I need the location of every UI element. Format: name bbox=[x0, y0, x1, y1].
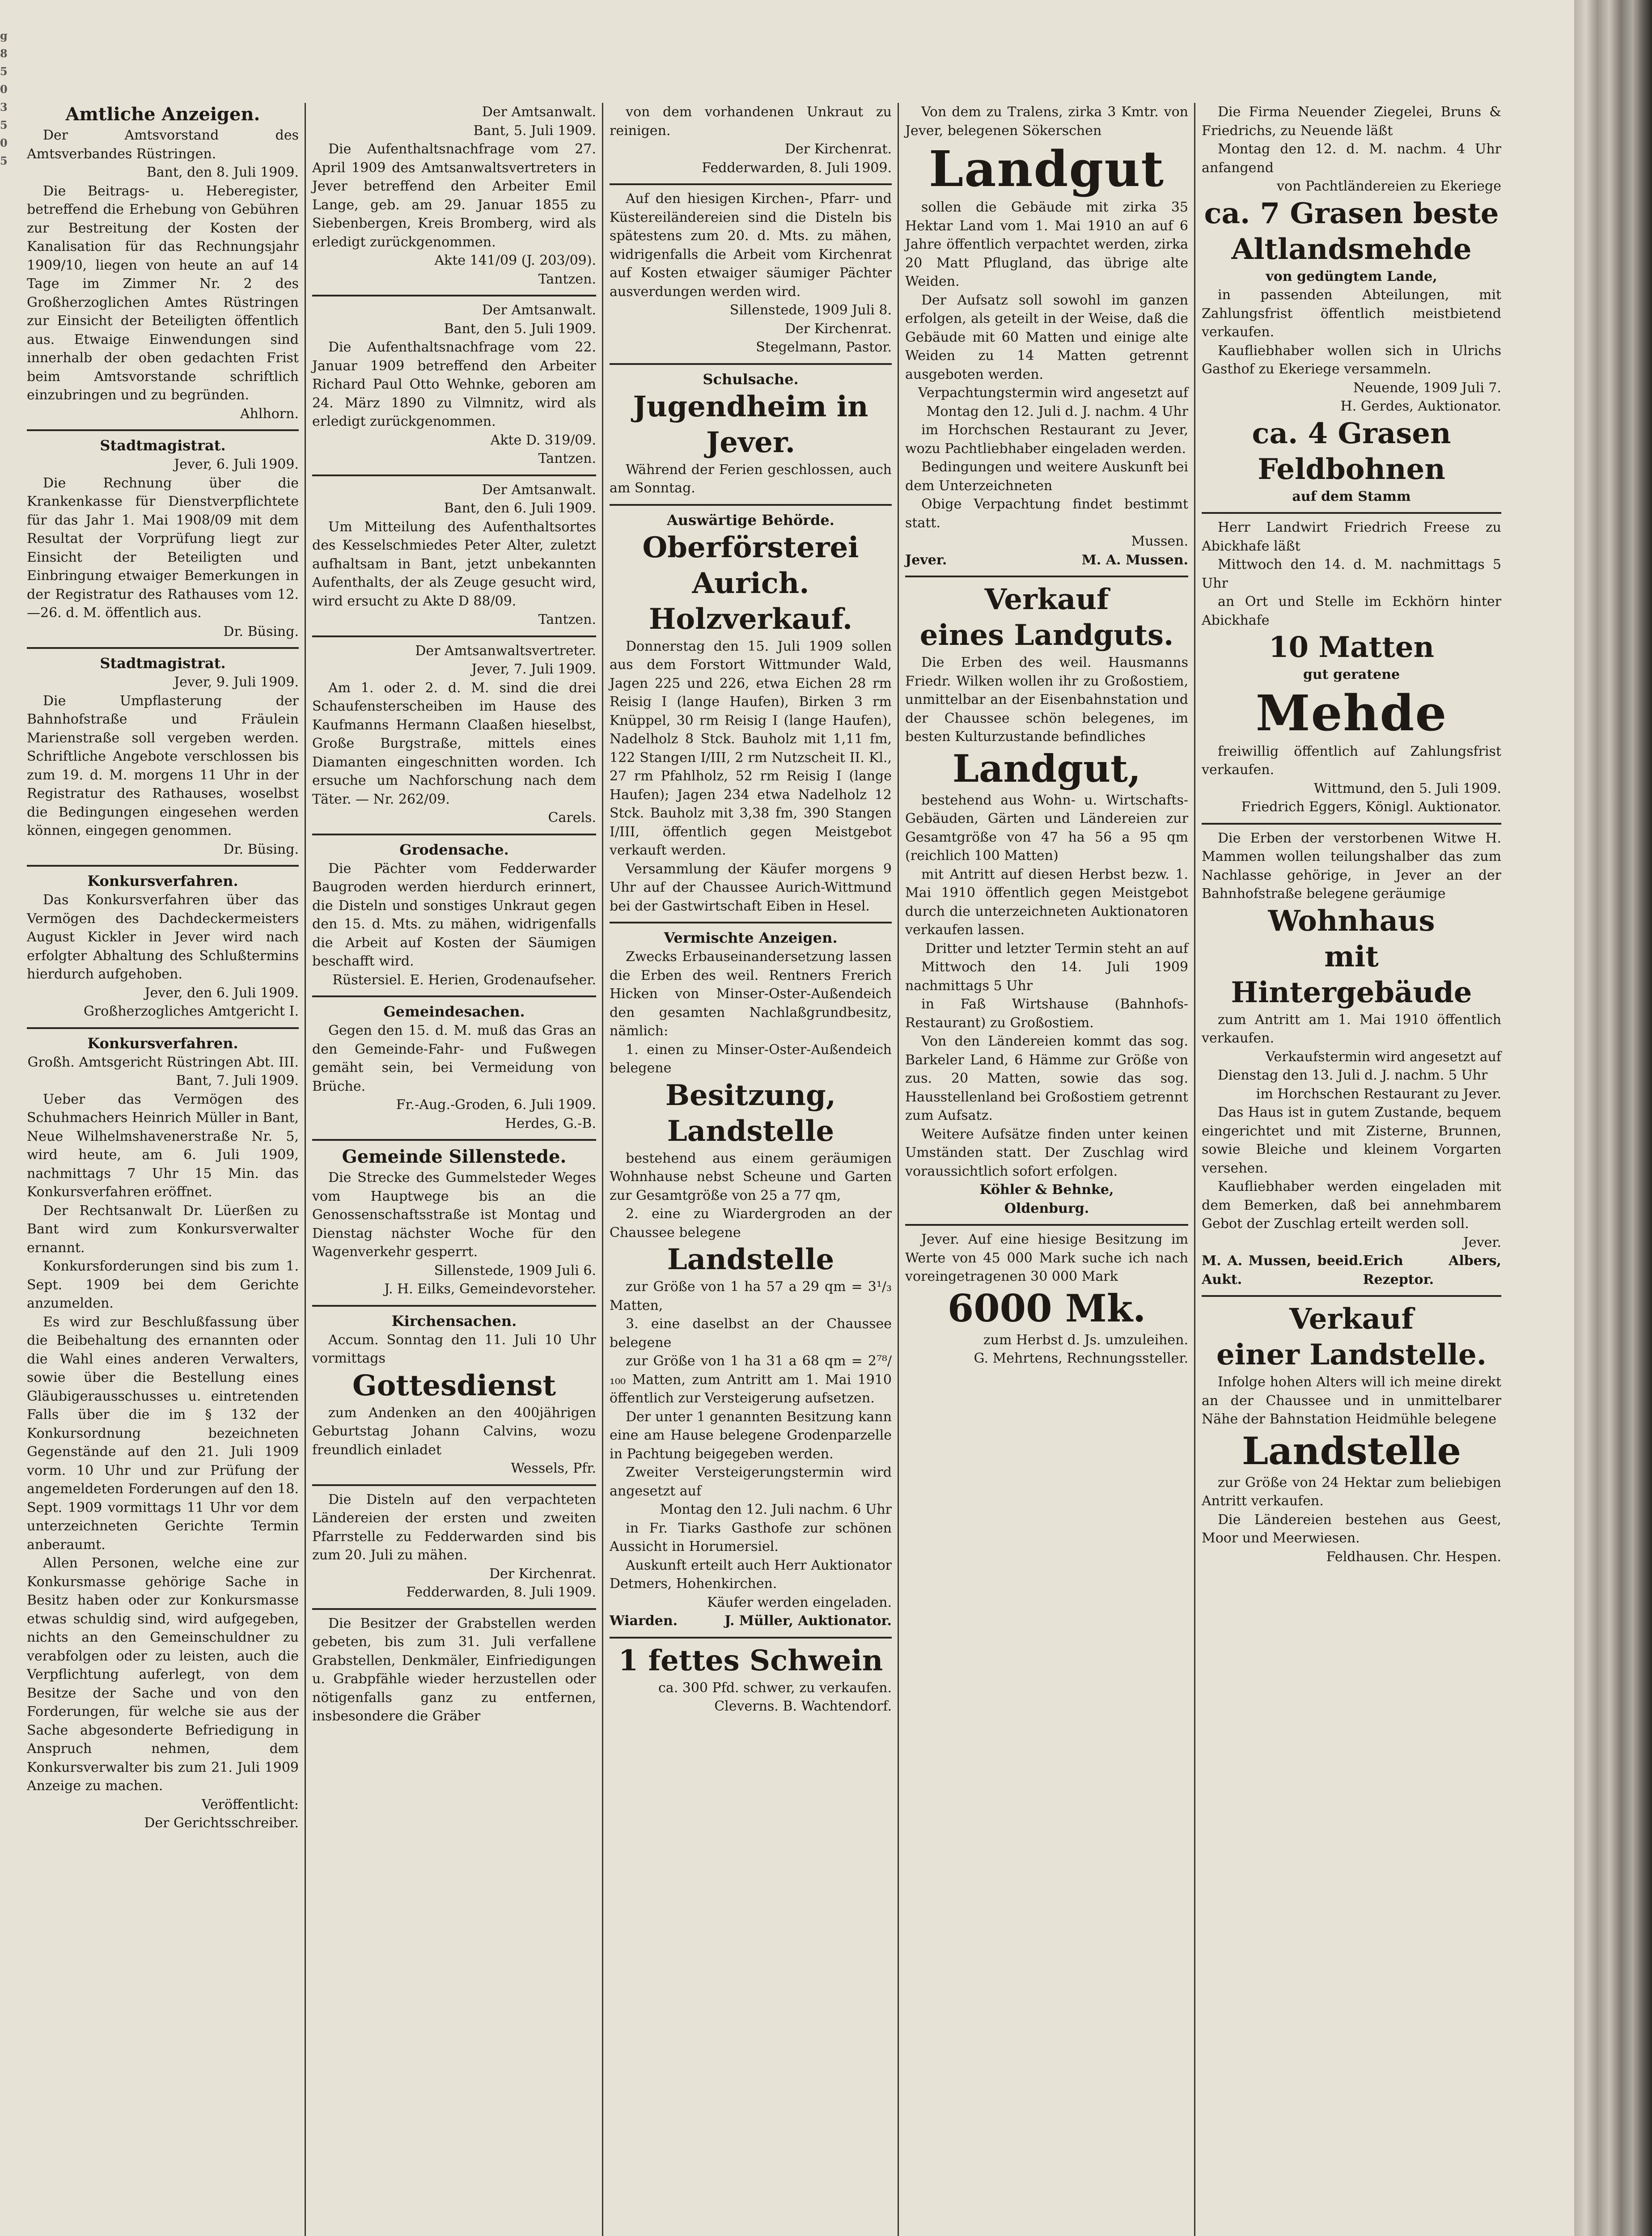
notice-text: Die Besitzer der Grabstellen werden gebeten, bis zum 31. Juli verfallene Grabstellen, Denkmäler, Einfriedigungen u. Grabpfähle wieder herzustellen oder nötigenfalls ganz zu entfernen, insbesondere die Gräber bbox=[312, 1615, 596, 1724]
margin-fragment: 5 bbox=[0, 65, 8, 78]
notice-text: Dritter und letzter Termin steht an auf bbox=[925, 940, 1188, 957]
display-line: Verkauf bbox=[984, 583, 1109, 616]
display-line: einer Landstelle. bbox=[1216, 1338, 1487, 1372]
notice-text: Infolge hohen Alters will ich meine direkt an der Chaussee und in unmittelbarer Nähe der Bahnstation Heidmühle belegene bbox=[1202, 1374, 1501, 1427]
notice-text: Tantzen. bbox=[538, 271, 596, 287]
notice-text: Auf den hiesigen Kirchen-, Pfarr- und Küstereiländereien sind die Disteln bis spätestens zum 20. d. Mts. zu mähen, widrigenfalls die Arbeit vom Kirchenrat auf Kosten etwaiger säumiger Pächter ausverdungen werden wird. bbox=[610, 191, 892, 300]
signature-left: Wiarden. bbox=[610, 1613, 678, 1629]
section-heading: Schulsache. bbox=[703, 370, 799, 388]
notice-text: Verkaufstermin wird angesetzt auf bbox=[1265, 1049, 1501, 1065]
notice-text: Die Pächter vom Fedderwarder Baugroden werden hierdurch erinnert, die Disteln und sonstiges Unkraut gegen den 15. d. Mts. zu mähen, widrigenfalls die Arbeit auf Kosten der Säumigen beschafft wird. bbox=[312, 860, 596, 969]
ad-block bbox=[312, 840, 596, 998]
display-line: 6000 Mk. bbox=[947, 1286, 1146, 1330]
notice-text: Bant, den 5. Juli 1909. bbox=[444, 321, 596, 337]
notice-text: Konkursforderungen sind bis zum 1. Sept. 1909 bei dem Gerichte anzumelden. bbox=[27, 1258, 299, 1311]
section-heading: Grodensache. bbox=[399, 841, 509, 858]
notice-text: Jever. Auf eine hiesige Besitzung im Werte von 45 000 Mark suche ich nach voreingetragenen 30 000 Mark bbox=[905, 1232, 1188, 1284]
notice-text: Akte 141/09 (J. 203/09). bbox=[434, 253, 596, 268]
notice-text: H. Gerdes, Auktionator. bbox=[1340, 398, 1501, 414]
notice-text: Das Konkursverfahren über das Vermögen des Dachdeckermeisters August Kickler in Jever wird nach erfolgter Abhaltung des Schlußtermins hierdurch aufgehoben. bbox=[27, 892, 299, 982]
ad-block bbox=[610, 928, 892, 1639]
notice-text: Montag den 12. Juli d. J. nachm. 4 Uhr bbox=[926, 403, 1188, 419]
notice-text: Auskunft erteilt auch Herr Auktionator Detmers, Hohenkirchen. bbox=[610, 1557, 892, 1592]
notice-text: Veröffentlicht: bbox=[202, 1796, 299, 1813]
ad-block bbox=[1202, 103, 1501, 514]
notice-text: Tantzen. bbox=[538, 451, 596, 466]
notice-text: in passenden Abteilungen, mit Zahlungsfrist öffentlich meistbietend verkaufen. bbox=[1202, 287, 1501, 340]
ad-block bbox=[27, 871, 299, 1029]
signature-row bbox=[905, 551, 1188, 570]
display-line: von gedüngtem Lande, bbox=[1266, 268, 1437, 284]
notice-text: Die Rechnung über die Krankenkasse für Dienstverpflichtete für das Jahr 1. Mai 1908/09 mit dem Resultat der Vorprüfung liegt zur Einsicht der Beteiligten und Einbringung etwaiger Bemerkungen in der Registratur des Rathauses vom 12.—26. d. M. öffentlich aus. bbox=[27, 475, 299, 621]
notice-text: Wittmund, den 5. Juli 1909. bbox=[1313, 780, 1501, 796]
margin-fragment: 5 bbox=[0, 154, 8, 167]
margin-fragment: g bbox=[0, 29, 8, 42]
notice-text: Jever, 6. Juli 1909. bbox=[174, 457, 299, 472]
notice-text: im Horchschen Restaurant zu Jever. bbox=[1256, 1086, 1501, 1102]
notice-text: Jever, 9. Juli 1909. bbox=[174, 674, 299, 690]
ad-block bbox=[610, 510, 892, 924]
notice-text: Käufer werden eingeladen. bbox=[707, 1594, 892, 1610]
notice-text: Die Umpflasterung der Bahnhofstraße und Fräulein Marienstraße soll vergeben werden. Schriftliche Angebote verschlossen bis zum 19. d. M. morgens 11 Uhr in der Registratur des Rathauses, woselbst die Bedingungen eingesehen werden können, eingegen genommen. bbox=[27, 693, 299, 838]
notice-text: Die Firma Neuender Ziegelei, Bruns & Friedrichs, zu Neuende läßt bbox=[1202, 104, 1501, 139]
margin-fragment: 0 bbox=[0, 136, 8, 149]
signature-left: M. A. Mussen, beeid. Aukt. bbox=[1202, 1253, 1363, 1287]
notice-text: G. Mehrtens, Rechnungssteller. bbox=[974, 1351, 1188, 1366]
notice-text: Friedrich Eggers, Königl. Auktionator. bbox=[1241, 799, 1501, 815]
ad-block bbox=[610, 190, 892, 365]
display-line: ca. 4 Grasen Feldbohnen bbox=[1252, 416, 1451, 486]
ad-block bbox=[312, 1002, 596, 1141]
left-margin-fragments bbox=[0, 0, 16, 2236]
notice-text: Mussen. bbox=[1131, 534, 1188, 549]
ad-block bbox=[610, 369, 892, 506]
display-line: Gottesdienst bbox=[352, 1368, 556, 1402]
notice-text: Herdes, G.-B. bbox=[505, 1115, 596, 1131]
notice-text: Obige Verpachtung findet bestimmt statt. bbox=[905, 496, 1188, 531]
signature-row bbox=[610, 1612, 892, 1630]
notice-text: Bant, 5. Juli 1909. bbox=[473, 123, 596, 139]
column-5 bbox=[1197, 103, 1506, 2236]
notice-text: Die Aufenthaltsnachfrage vom 22. Januar 1909 betreffend den Arbeiter Richard Paul Otto Wehnke, geboren am 24. März 1890 zu Vilmnitz, wird als erledigt zurückgenommen. bbox=[312, 339, 596, 429]
notice-text: zur Größe von 1 ha 31 a 68 qm = 2⁷⁸/₁₀₀ Matten, zum Antritt am 1. Mai 1910 öffentlich zur Versteigerung aufsetzen. bbox=[610, 1353, 892, 1406]
display-line: Landstelle bbox=[667, 1243, 834, 1276]
notice-text: Versammlung der Käufer morgens 9 Uhr auf der Chaussee Aurich-Wittmund bei der Gastwirtschaft Eiben in Hesel. bbox=[610, 861, 892, 914]
notice-text: Die Disteln auf den verpachteten Ländereien der ersten und zweiten Pfarrstelle zu Fedderwarden sind bis zum 20. Juli zu mähen. bbox=[312, 1491, 596, 1563]
margin-fragment: 5 bbox=[0, 119, 8, 131]
ad-block bbox=[905, 1230, 1188, 1374]
notice-text: an Ort und Stelle im Eckhörn hinter Abickhafe bbox=[1202, 594, 1501, 628]
ad-block bbox=[27, 1033, 299, 1839]
notice-text: Großh. Amtsgericht Rüstringen Abt. III. bbox=[27, 1054, 299, 1070]
notice-text: Der Amtsanwalt. bbox=[482, 104, 596, 120]
notice-text: Dienstag den 13. Juli d. J. nachm. 5 Uhr bbox=[1218, 1067, 1488, 1083]
section-heading: Stadtmagistrat. bbox=[100, 655, 226, 672]
signature-block: Oldenburg. bbox=[1004, 1200, 1089, 1216]
notice-text: zum Herbst d. Js. umzuleihen. bbox=[983, 1332, 1188, 1348]
notice-text: Die Strecke des Gummelsteder Weges vom Hauptwege bis an die Genossenschaftsstraße ist Montag und Dienstag nächster Woche für den Wagenverkehr gesperrt. bbox=[312, 1170, 596, 1260]
notice-text: zur Größe von 1 ha 57 a 29 qm = 3¹/₃ Matten, bbox=[610, 1279, 892, 1313]
section-heading: Konkursverfahren. bbox=[87, 1034, 238, 1052]
ad-block bbox=[27, 653, 299, 867]
notice-text: Zweiter Versteigerungstermin wird angesetzt auf bbox=[610, 1465, 892, 1499]
notice-text: Das Haus ist in gutem Zustande, bequem eingerichtet und mit Zisterne, Brunnen, sowie Bleiche und kleinem Vorgarten versehen. bbox=[1202, 1105, 1501, 1176]
ad-block bbox=[27, 436, 299, 649]
notice-text: Fedderwarden, 8. Juli 1909. bbox=[702, 160, 892, 176]
notice-text: in Fr. Tiarks Gasthofe zur schönen Aussicht in Horumersiel. bbox=[610, 1520, 892, 1554]
notice-text: Ueber das Vermögen des Schuhmachers Heinrich Müller in Bant, Neue Wilhelmshavenerstraße Nr. 5, wird heute, am 6. Juli 1909, nachmittags 7 Uhr 15 Min. das Konkursverfahren eröffnet. bbox=[27, 1091, 299, 1200]
display-line: Besitzung, bbox=[665, 1078, 836, 1112]
section-heading: Konkursverfahren. bbox=[87, 872, 238, 889]
margin-fragment: 0 bbox=[0, 83, 8, 96]
notice-text: Stegelmann, Pastor. bbox=[756, 339, 892, 355]
notice-text: Am 1. oder 2. d. M. sind die drei Schaufensterscheiben im Hause des Kaufmanns Hermann Claaßen hieselbst, Große Burgstraße, mittels eines Diamanten eingeschnitten worden. Ich ersuche um Nachforschung nach dem Täter. — Nr. 262/09. bbox=[312, 680, 596, 807]
section-heading: Gemeinde Sillenstede. bbox=[342, 1146, 567, 1167]
ad-block bbox=[905, 582, 1188, 1226]
notice-text: sollen die Gebäude mit zirka 35 Hektar Land vom 1. Mai 1910 an auf 6 Jahre öffentlich verpachtet werden, zirka 20 Matt Pflugland, das übrige alte Weiden. bbox=[905, 199, 1188, 289]
notice-text: Zwecks Erbauseinandersetzung lassen die Erben des weil. Rentners Frerich Hicken von Minser-Oster-Außendeich den gesamten Nachlaßgrundbesitz, nämlich: bbox=[610, 949, 892, 1039]
notice-text: Die Erben des weil. Hausmanns Friedr. Wilken wollen ihr zu Großostiem, unmittelbar an der Eisenbahnstation und der Chaussee schön belegenes, im besten Kulturzustande befindliches bbox=[905, 655, 1188, 745]
notice-text: Der Amtsvorstand des Amtsverbandes Rüstringen. bbox=[27, 127, 299, 162]
display-line: 10 Matten bbox=[1268, 631, 1435, 664]
ad-block bbox=[312, 642, 596, 835]
notice-text: Tantzen. bbox=[538, 612, 596, 627]
notice-text: bestehend aus Wohn- u. Wirtschafts-Gebäuden, Gärten und Ländereien zur Gesamtgröße von 47 ha 56 a 95 qm (reichlich 100 Matten) bbox=[905, 792, 1188, 864]
notice-text: Um Mitteilung des Aufenthaltsortes des Kesselschmiedes Peter Alter, zuletzt aufhaltsam in Bant, jetzt unbekannten Aufenthalts, der als Zeuge gesucht wird, wird ersucht zu Akte D 88/09. bbox=[312, 519, 596, 609]
display-line: Verkauf bbox=[1289, 1302, 1414, 1336]
ad-block bbox=[312, 481, 596, 637]
notice-text: Dr. Büsing. bbox=[223, 623, 299, 639]
notice-text: zur Größe von 24 Hektar zum beliebigen Antritt verkaufen. bbox=[1202, 1474, 1501, 1509]
signature-row bbox=[1202, 1252, 1501, 1289]
display-line: gut geratene bbox=[1303, 667, 1400, 682]
notice-text: Der Aufsatz soll sowohl im ganzen erfolgen, als geteilt in der Weise, daß die Gebäude mit 60 Matten und einige alte Weiden zu 14 Matten getrennt ausgeboten werden. bbox=[905, 292, 1188, 382]
notice-text: Bant, den 6. Juli 1909. bbox=[444, 500, 596, 516]
notice-text: Der Amtsanwalt. bbox=[482, 302, 596, 318]
signature-left: Jever. bbox=[905, 552, 947, 568]
signature-block: Köhler & Behnke, bbox=[979, 1182, 1114, 1198]
display-line: 1 fettes Schwein bbox=[618, 1643, 883, 1677]
ad-block bbox=[610, 103, 892, 185]
ad-block bbox=[1202, 518, 1501, 825]
display-line: Landstelle bbox=[1241, 1428, 1461, 1473]
notice-text: Die Erben der verstorbenen Witwe H. Mammen wollen teilungshalber das zum Nachlasse gehörige, in Jever an der Bahnhofstraße belegene geräumige bbox=[1202, 830, 1501, 902]
notice-text: in Faß Wirtshause (Bahnhofs-Restaurant) zu Großostiem. bbox=[905, 996, 1188, 1031]
notice-text: Der Gerichtsschreiber. bbox=[144, 1815, 299, 1831]
ad-block bbox=[312, 301, 596, 476]
notice-text: zum Andenken an den 400jährigen Geburtstag Johann Calvins, wozu freundlich einladet bbox=[312, 1405, 596, 1458]
display-line: Altlandsmehde bbox=[1231, 232, 1472, 266]
notice-text: Jever. bbox=[1463, 1234, 1501, 1250]
notice-text: Verpachtungstermin wird angesetzt auf bbox=[918, 385, 1188, 401]
notice-text: 2. eine zu Wiardergroden an der Chaussee belegene bbox=[610, 1206, 892, 1241]
notice-text: Carels. bbox=[548, 810, 596, 826]
signature-right: J. Müller, Auktionator. bbox=[724, 1613, 892, 1629]
notice-text: Der Rechtsanwalt Dr. Lüerßen zu Bant wird zum Konkursverwalter ernannt. bbox=[27, 1203, 299, 1256]
notice-text: Donnerstag den 15. Juli 1909 sollen aus dem Forstort Wittmunder Wald, Jagen 225 und 226, etwa Eichen 28 rm Reisig I (lange Haufen), Birken 3 rm Knüppel, 30 rm Reisig I (lange Haufen), Nadelholz 8 Stck. Bauholz mit 1,11 fm, 122 Stangen I/III, 2 rm Nutzscheit II. Kl., 27 rm Pfahlholz, 52 rm Reisig I (lange Haufen); Jagen 234 etwa Nadelholz 12 Stck. Bauholz mit 3,38 fm, 390 Stangen I/III, öffentlich gegen Meistgebot verkauft werden. bbox=[610, 638, 892, 858]
notice-text: Die Beitrags- u. Heberegister, betreffend die Erhebung von Gebühren zur Bestreitung der Kosten der Kanalisation für das Rechnungsjahr 1909/10, liegen von heute an auf 14 Tage im Zimmer Nr. 2 des Großherzoglichen Amtes Rüstringen zur Einsicht der Beteiligten öffentlich aus. Etwaige Einwendungen sind innerhalb der oben gedachten Frist beim Amtsvorstande schriftlich einzubringen und zu begründen. bbox=[27, 183, 299, 403]
notice-text: Weitere Aufsätze finden unter keinen Umständen statt. Der Zuschlag wird voraussichtlich sofort erfolgen. bbox=[905, 1126, 1188, 1179]
display-line: mit Hintergebäude bbox=[1231, 940, 1472, 1009]
column-4 bbox=[901, 103, 1193, 2236]
display-line: Mehde bbox=[1255, 684, 1448, 742]
notice-text: Kaufliebhaber wollen sich in Ulrichs Gasthof zu Ekeriege versammeln. bbox=[1202, 343, 1501, 377]
column-rule bbox=[602, 103, 603, 2236]
notice-text: ca. 300 Pfd. schwer, zu verkaufen. bbox=[658, 1680, 892, 1696]
display-line: Jugendheim in Jever. bbox=[633, 390, 868, 459]
display-line: Landgut, bbox=[952, 746, 1141, 791]
display-line: ca. 7 Grasen beste bbox=[1204, 196, 1499, 230]
display-line: auf dem Stamm bbox=[1292, 488, 1411, 504]
ad-block bbox=[312, 103, 596, 296]
notice-text: Montag den 12. d. M. nachm. 4 Uhr anfangend bbox=[1202, 141, 1501, 176]
notice-text: Bedingungen und weitere Auskunft bei dem Unterzeichneten bbox=[905, 459, 1188, 494]
notice-text: Der unter 1 genannten Besitzung kann eine am Hause belegene Grodenparzelle in Pachtung beigegeben werden. bbox=[610, 1409, 892, 1462]
notice-text: Der Kirchenrat. bbox=[784, 321, 892, 337]
section-heading: Amtliche Anzeigen. bbox=[65, 104, 260, 125]
ad-block bbox=[1202, 1301, 1501, 1572]
ad-block bbox=[27, 103, 299, 431]
notice-text: Während der Ferien geschlossen, auch am Sonntag. bbox=[610, 462, 892, 496]
notice-text: J. H. Eilks, Gemeindevorsteher. bbox=[384, 1281, 596, 1297]
notice-text: Kaufliebhaber werden eingeladen mit dem Bemerken, daß bei annehmbarem Gebot der Zuschlag erteilt werden soll. bbox=[1202, 1179, 1501, 1232]
display-line: Holzverkauf. bbox=[648, 602, 853, 636]
margin-fragment: 8 bbox=[0, 47, 8, 60]
notice-text: Mittwoch den 14. Juli 1909 nachmittags 5 Uhr bbox=[905, 959, 1188, 994]
notice-text: Rüstersiel. E. Herien, Grodenaufseher. bbox=[332, 972, 596, 988]
section-heading: Kirchensachen. bbox=[391, 1312, 517, 1330]
ad-block bbox=[610, 1643, 892, 1722]
notice-text: Von den Ländereien kommt das sog. Barkeler Land, 6 Hämme zur Größe von zus. 20 Matten, sowie das sog. Hausstellenland bei Großostiem getrennt zum Aufsatz. bbox=[905, 1033, 1188, 1123]
notice-text: Jever, den 6. Juli 1909. bbox=[144, 985, 299, 1001]
notice-text: Neuende, 1909 Juli 7. bbox=[1353, 380, 1501, 396]
ad-block bbox=[1202, 829, 1501, 1297]
notice-text: Accum. Sonntag den 11. Juli 10 Uhr vormittags bbox=[312, 1332, 596, 1366]
notice-text: Der Kirchenrat. bbox=[784, 141, 892, 157]
display-line: eines Landguts. bbox=[919, 618, 1174, 652]
display-line: Oberförsterei Aurich. bbox=[642, 530, 859, 600]
margin-fragment: 3 bbox=[0, 101, 8, 114]
column-rule bbox=[1194, 103, 1195, 2236]
notice-text: Bant, den 8. Juli 1909. bbox=[146, 165, 299, 180]
notice-text: 1. einen zu Minser-Oster-Außendeich belegene bbox=[610, 1042, 892, 1076]
ad-block bbox=[312, 1311, 596, 1486]
section-heading: Vermischte Anzeigen. bbox=[664, 929, 838, 946]
notice-text: Jever, 7. Juli 1909. bbox=[471, 661, 596, 677]
notice-text: von Pachtländereien zu Ekeriege bbox=[1277, 178, 1501, 194]
notice-text: Die Aufenthaltsnachfrage vom 27. April 1909 des Amtsanwaltsvertreters in Jever betreffend den Arbeiter Emil Lange, geb. am 29. Januar 1855 zu Siebenbergen, Kreis Bromberg, wird als erledigt zurückgenommen. bbox=[312, 141, 596, 250]
notice-text: Fr.-Aug.-Groden, 6. Juli 1909. bbox=[396, 1097, 596, 1113]
notice-text: Mittwoch den 14. d. M. nachmittags 5 Uhr bbox=[1202, 557, 1501, 591]
display-line: Wohnhaus bbox=[1268, 904, 1435, 938]
ad-block bbox=[312, 1614, 596, 1732]
notice-text: Akte D. 319/09. bbox=[490, 432, 596, 448]
notice-text: Gegen den 15. d. M. muß das Gras an den Gemeinde-Fahr- und Fußwegen gemäht sein, bei Vermeidung von Brüche. bbox=[312, 1023, 596, 1094]
section-heading: Auswärtige Behörde. bbox=[667, 511, 834, 529]
notice-text: zum Antritt am 1. Mai 1910 öffentlich verkaufen. bbox=[1202, 1012, 1501, 1046]
notice-text: Die Ländereien bestehen aus Geest, Moor und Meerwiesen. bbox=[1202, 1512, 1501, 1546]
notice-text: bestehend aus einem geräumigen Wohnhause nebst Scheune und Garten zur Gesamtgröße von 25 a 77 qm, bbox=[610, 1150, 892, 1203]
section-heading: Stadtmagistrat. bbox=[100, 437, 226, 454]
ad-block bbox=[905, 103, 1188, 577]
notice-text: Herr Landwirt Friedrich Freese zu Abickhafe läßt bbox=[1202, 520, 1501, 554]
notice-text: Der Kirchenrat. bbox=[489, 1566, 596, 1582]
notice-text: Wessels, Pfr. bbox=[511, 1461, 596, 1476]
ad-block bbox=[312, 1491, 596, 1610]
column-2 bbox=[308, 103, 601, 2236]
notice-text: 3. eine daselbst an der Chaussee belegene bbox=[610, 1316, 892, 1351]
column-1 bbox=[22, 103, 303, 2236]
signature-right: Erich Albers, Rezeptor. bbox=[1363, 1253, 1501, 1287]
column-rule bbox=[305, 103, 306, 2236]
display-line: Landgut bbox=[928, 140, 1165, 198]
page-edge bbox=[1574, 0, 1652, 2236]
column-rule bbox=[898, 103, 899, 2236]
notice-text: Von dem zu Tralens, zirka 3 Kmtr. von Jever, belegenen Sökerschen bbox=[905, 104, 1188, 139]
section-heading: Gemeindesachen. bbox=[383, 1003, 525, 1020]
signature-right: M. A. Mussen. bbox=[1081, 552, 1188, 568]
notice-text: Bant, 7. Juli 1909. bbox=[176, 1073, 299, 1088]
notice-text: Allen Personen, welche eine zur Konkursmasse gehörige Sache in Besitz haben oder zur Konkursmasse etwas schuldig sind, wird aufgegeben, nichts an den Gemeinschuldner zu verabfolgen oder zu leisten, auch die Verpflichtung auferlegt, von dem Besitze der Sache und von den Forderungen, für welche sie aus der Sache abgesonderte Befriedigung in Anspruch nehmen, dem Konkursverwalter bis zum 21. Juli 1909 Anzeige zu machen. bbox=[27, 1555, 299, 1794]
notice-text: Es wird zur Beschlußfassung über die Beibehaltung des ernannten oder die Wahl eines anderen Verwalters, sowie über die Bestellung eines Gläubigerausschusses u. eintretenden Falls über die im § 132 der Konkursordnung bezeichneten Gegenstände auf den 21. Juli 1909 vorm. 10 Uhr und zur Prüfung der angemeldeten Forderungen auf den 18. Sept. 1909 vormittags 11 Uhr vor dem unterzeichneten Gerichte Termin anberaumt. bbox=[27, 1314, 299, 1553]
notice-text: Montag den 12. Juli nachm. 6 Uhr bbox=[660, 1502, 892, 1517]
notice-text: Dr. Büsing. bbox=[223, 841, 299, 857]
notice-text: Feldhausen. Chr. Hespen. bbox=[1326, 1549, 1501, 1565]
column-3 bbox=[605, 103, 896, 2236]
notice-text: Der Amtsanwaltsvertreter. bbox=[415, 643, 596, 659]
notice-text: Cleverns. B. Wachtendorf. bbox=[714, 1698, 892, 1714]
notice-text: mit Antritt auf diesen Herbst bezw. 1. Mai 1910 öffentlich gegen Meistgebot durch die unterzeichneten Auktionatoren verkaufen lassen. bbox=[905, 866, 1188, 938]
notice-text: im Horchschen Restaurant zu Jever, wozu Pachtliebhaber eingeladen werden. bbox=[905, 422, 1188, 457]
display-line: Landstelle bbox=[667, 1114, 834, 1148]
notice-text: Ahlhorn. bbox=[240, 406, 299, 422]
notice-text: Fedderwarden, 8. Juli 1909. bbox=[406, 1584, 596, 1600]
notice-text: Der Amtsanwalt. bbox=[482, 482, 596, 498]
ad-block bbox=[312, 1145, 596, 1307]
notice-text: freiwillig öffentlich auf Zahlungsfrist verkaufen. bbox=[1202, 743, 1501, 778]
notice-text: Großherzogliches Amtgericht I. bbox=[83, 1004, 299, 1019]
notice-text: Sillenstede, 1909 Juli 6. bbox=[434, 1262, 596, 1279]
notice-text: Sillenstede, 1909 Juli 8. bbox=[729, 302, 892, 318]
notice-text: von dem vorhandenen Unkraut zu reinigen. bbox=[610, 104, 892, 139]
